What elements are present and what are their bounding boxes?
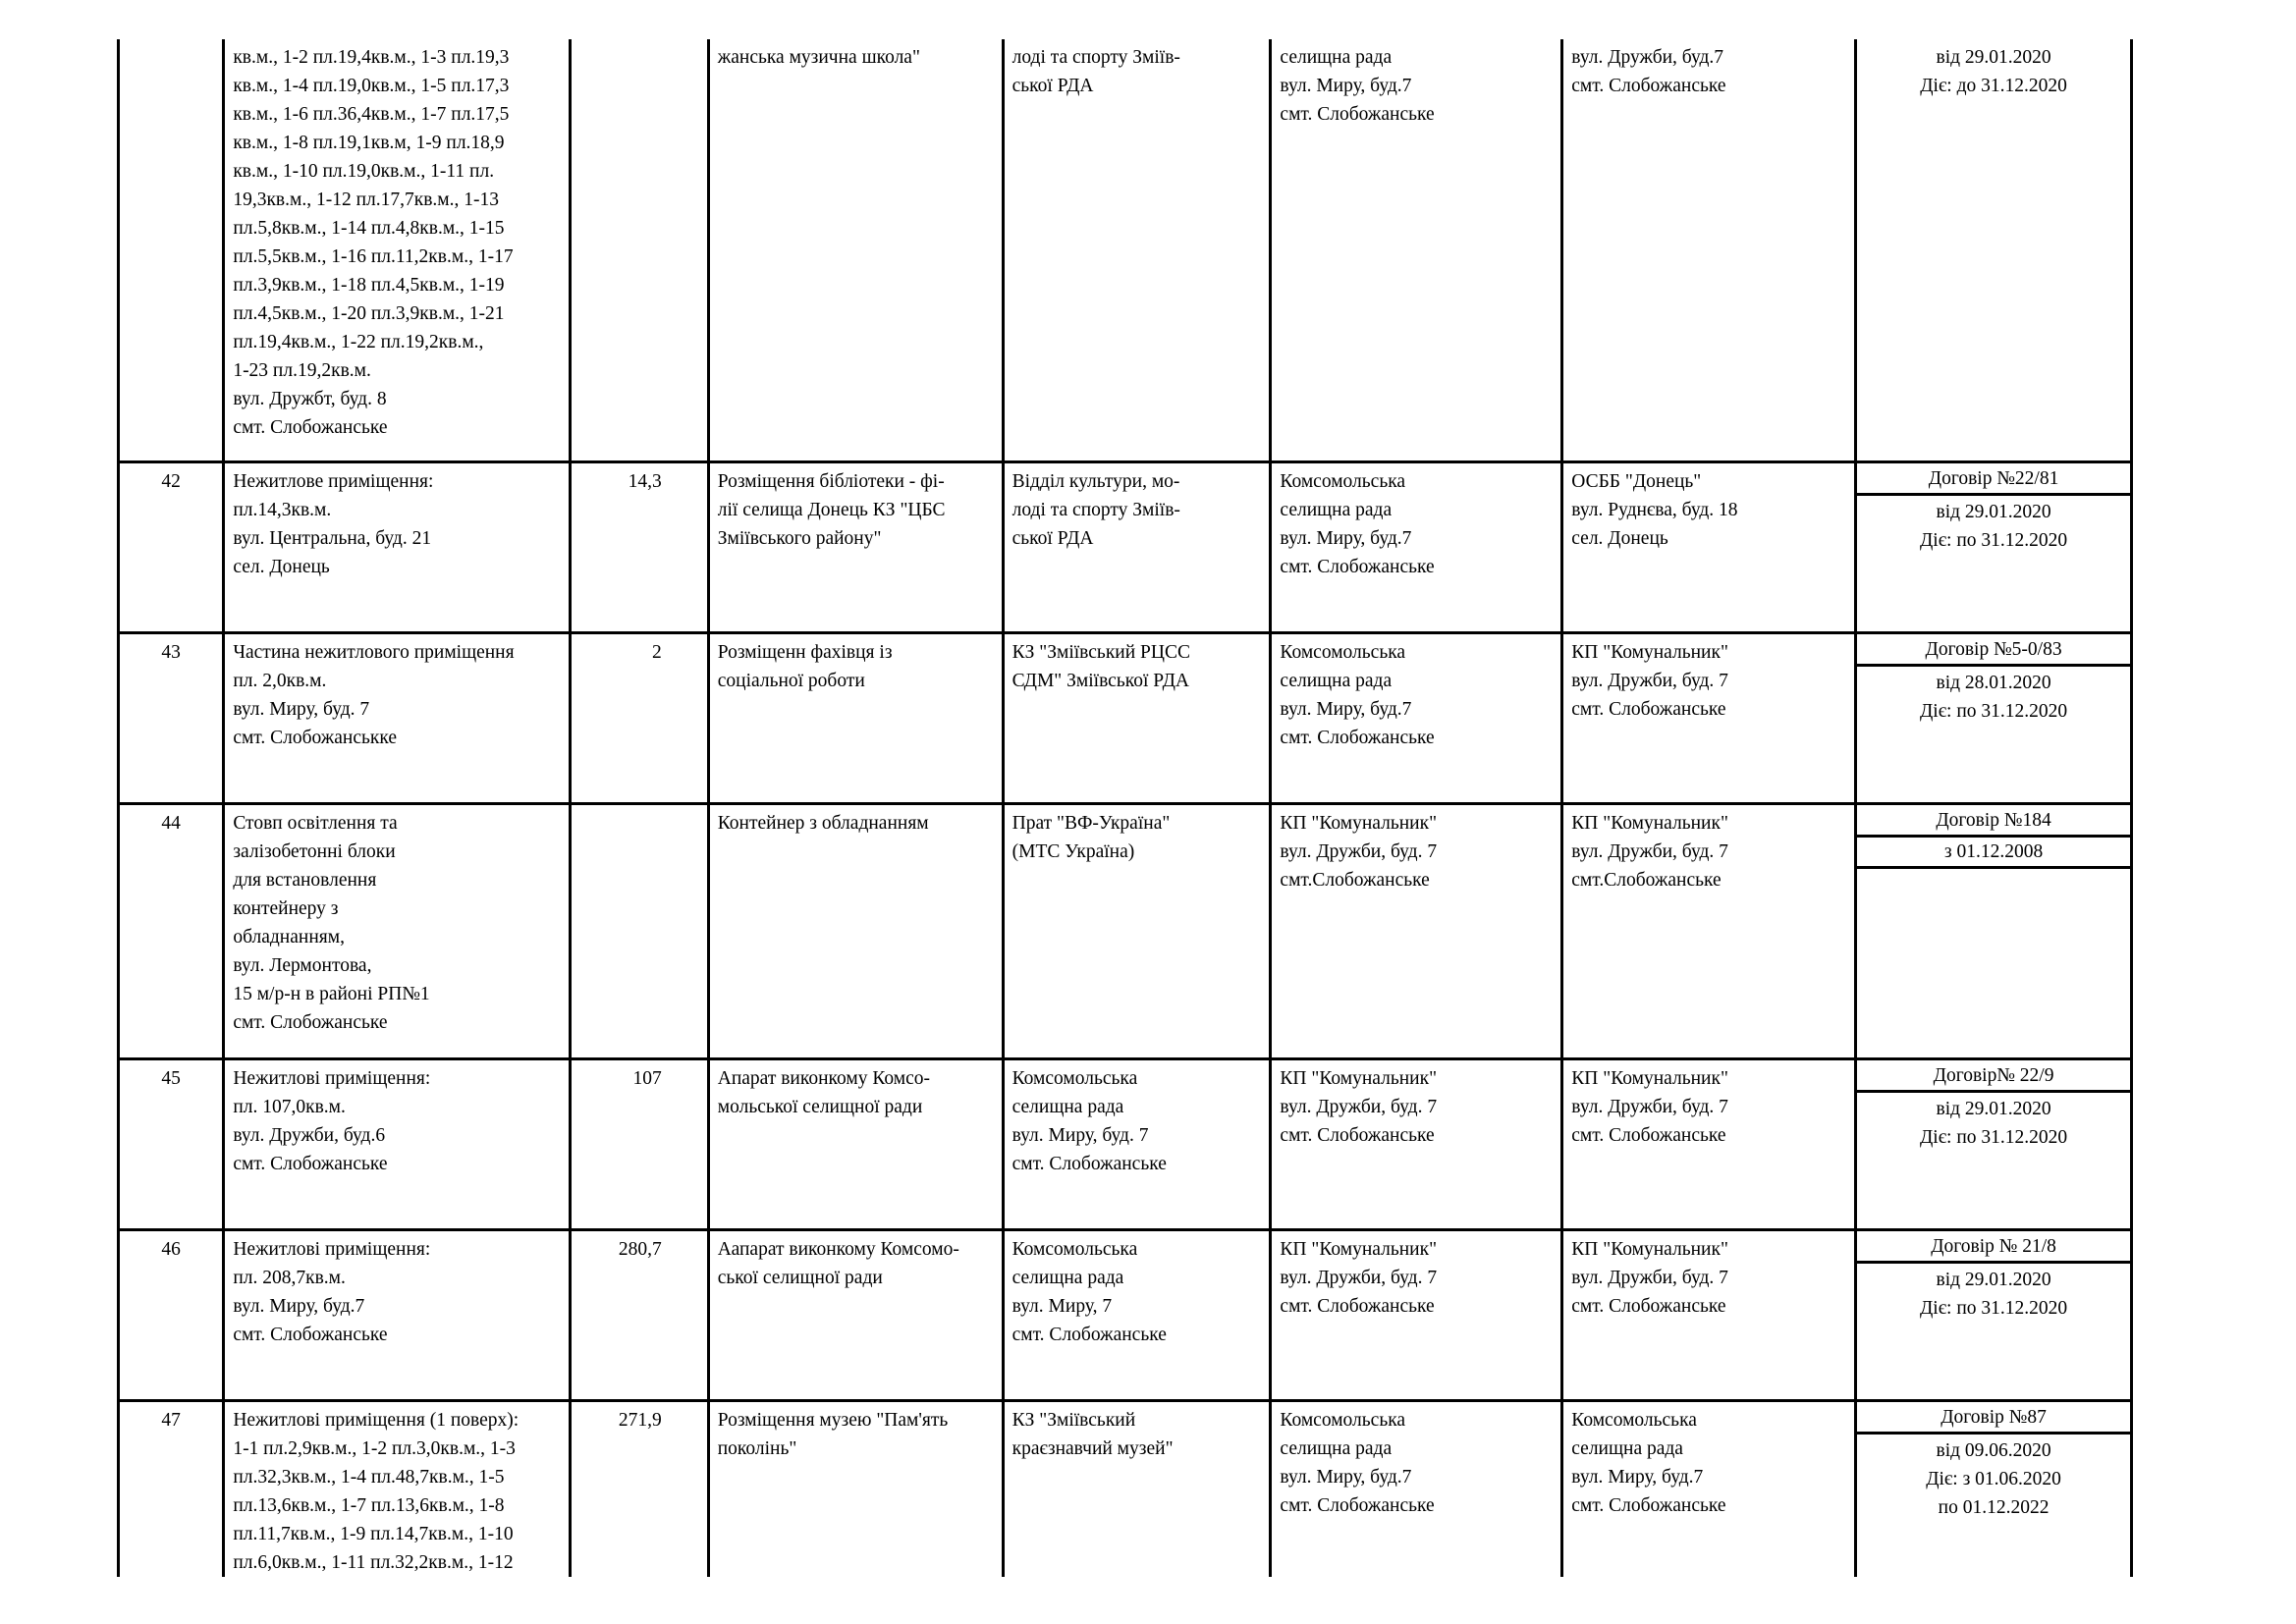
cell-owner <box>1271 461 1562 632</box>
cell-purpose <box>708 632 1003 803</box>
text-line: сел. Донець <box>1571 527 1668 549</box>
text-line: ської селищної ради <box>717 1267 883 1288</box>
text-line: ської РДА <box>1011 76 1094 96</box>
text-line: Діє: по 31.12.2020 <box>1919 700 2068 722</box>
text-line: Комсомольська <box>1571 1409 1697 1431</box>
text-line: поколінь" <box>717 1437 797 1459</box>
text-line: пл. 107,0кв.м. <box>233 1096 346 1117</box>
table-row <box>119 803 2132 1058</box>
cell-area <box>571 1229 708 1400</box>
cell-contract <box>1856 1400 2132 1577</box>
text-line: селищна рада <box>1011 1096 1124 1117</box>
text-line: вул. Миру, 7 <box>1011 1295 1113 1317</box>
area-value: 271,9 <box>618 1409 662 1431</box>
text-line: вул. Миру, буд.7 <box>233 1295 365 1317</box>
text-line: від 29.01.2020 <box>1936 1098 2051 1119</box>
text-line: вул. Дружби, буд. 7 <box>1280 1096 1438 1117</box>
text-line: Комсомольська <box>1011 1067 1138 1089</box>
text-line: смт. Слобожанське <box>1280 727 1435 748</box>
cell-user <box>1003 1400 1271 1577</box>
table-row <box>119 39 2132 461</box>
text-line: пл.11,7кв.м., 1-9 пл.14,7кв.м., 1-10 <box>233 1523 514 1544</box>
row-number: 45 <box>161 1067 181 1089</box>
text-line: пл.14,3кв.м. <box>233 499 332 520</box>
text-line: смт. Слобожанське <box>1571 1124 1726 1146</box>
contract-title: Договір №22/81 <box>1857 463 2130 496</box>
cell-user <box>1003 1058 1271 1229</box>
cell-user <box>1003 461 1271 632</box>
text-line: вул. Дружби, буд. 7 <box>1571 1267 1728 1288</box>
text-line: вул. Дружбт, буд. 8 <box>233 389 387 409</box>
cell-area <box>571 39 708 461</box>
text-line: від 29.01.2020 <box>1936 47 2051 68</box>
row-number: 44 <box>161 812 181 834</box>
cell-balance-holder <box>1562 39 1856 461</box>
text-line: від 29.01.2020 <box>1936 501 2051 522</box>
text-line: вул. Дружби, буд. 7 <box>1571 840 1728 862</box>
text-line: КП "Комунальник" <box>1571 1067 1728 1089</box>
text-line: мольської селищної ради <box>717 1096 923 1117</box>
cell-number <box>119 1400 224 1577</box>
cell-user <box>1003 632 1271 803</box>
text-line: Апарат виконкому Комсо- <box>717 1067 931 1089</box>
text-line: ОСББ "Донець" <box>1571 470 1702 492</box>
table-row <box>119 1058 2132 1229</box>
cell-purpose <box>708 1229 1003 1400</box>
text-line: смт.Слобожанське <box>1571 869 1722 891</box>
cell-object <box>224 1058 571 1229</box>
text-line: Відділ культури, мо- <box>1011 470 1180 492</box>
row-number <box>120 39 222 43</box>
cell-balance-holder <box>1562 1229 1856 1400</box>
text-line: Діє: по 31.12.2020 <box>1919 529 2068 551</box>
text-line: вул. Дружби, буд. 7 <box>1571 1096 1728 1117</box>
cell-number <box>119 803 224 1058</box>
text-line: кв.м., 1-10 пл.19,0кв.м., 1-11 пл. <box>233 161 495 182</box>
text-line: краєзнавчий музей" <box>1011 1437 1174 1459</box>
area-value <box>572 39 706 43</box>
text-line: пл.32,3кв.м., 1-4 пл.48,7кв.м., 1-5 <box>233 1466 505 1488</box>
cell-balance-holder <box>1562 461 1856 632</box>
area-value: 14,3 <box>628 470 662 492</box>
text-line: сел. Донець <box>233 556 330 577</box>
text-line: Розміщення бібліотеки - фі- <box>717 470 945 492</box>
text-line: КП "Комунальник" <box>1571 1238 1728 1260</box>
text-line: смт. Слобожанське <box>233 1324 388 1345</box>
text-line: по 01.12.2022 <box>1938 1496 2050 1518</box>
cell-area <box>571 1400 708 1577</box>
text-line: пл.13,6кв.м., 1-7 пл.13,6кв.м., 1-8 <box>233 1494 505 1516</box>
row-number: 46 <box>161 1238 181 1260</box>
text-line: смт. Слобожанське <box>1280 1124 1435 1146</box>
text-line: від 28.01.2020 <box>1936 672 2051 693</box>
text-line: пл. 208,7кв.м. <box>233 1267 346 1288</box>
area-value <box>572 805 706 809</box>
text-line: від 09.06.2020 <box>1936 1439 2051 1461</box>
cell-area <box>571 1058 708 1229</box>
text-line: вул. Центральна, буд. 21 <box>233 527 432 549</box>
text-line: вул. Дружби, буд. 7 <box>1280 840 1438 862</box>
text-line: Розміщенн фахівця із <box>717 641 893 663</box>
text-line: 19,3кв.м., 1-12 пл.17,7кв.м., 1-13 <box>233 189 500 210</box>
cell-balance-holder <box>1562 803 1856 1058</box>
cell-contract <box>1856 632 2132 803</box>
cell-object <box>224 632 571 803</box>
text-line: контейнеру з <box>233 897 339 919</box>
text-line: вул. Миру, буд.7 <box>1280 1466 1412 1488</box>
text-line: жанська музична школа" <box>717 47 920 68</box>
cell-owner <box>1271 1058 1562 1229</box>
cell-contract <box>1856 803 2132 1058</box>
text-line: смт. Слобожанське <box>1280 104 1435 125</box>
cell-purpose <box>708 39 1003 461</box>
text-line: КП "Комунальник" <box>1571 641 1728 663</box>
cell-number <box>119 39 224 461</box>
text-line: пл. 2,0кв.м. <box>233 670 327 691</box>
text-line: вул. Миру, буд. 7 <box>233 698 370 720</box>
text-line: смт. Слобожанське <box>1280 556 1435 577</box>
text-line: селищна рада <box>1571 1437 1683 1459</box>
cell-owner <box>1271 803 1562 1058</box>
text-line: Діє: по 31.12.2020 <box>1919 1126 2068 1148</box>
text-line: вул. Миру, буд.7 <box>1280 527 1412 549</box>
row-number: 42 <box>161 470 181 492</box>
text-line: 1-1 пл.2,9кв.м., 1-2 пл.3,0кв.м., 1-3 <box>233 1437 516 1459</box>
text-line: Діє: по 31.12.2020 <box>1919 1297 2068 1319</box>
cell-user <box>1003 39 1271 461</box>
contract-title: Договір №184 <box>1857 805 2130 838</box>
text-line: Діє: з 01.06.2020 <box>1926 1468 2061 1489</box>
cell-purpose <box>708 803 1003 1058</box>
text-line: смт. Слобожанське <box>1280 1295 1435 1317</box>
cell-contract <box>1856 1229 2132 1400</box>
text-line: смт. Слобожанське <box>1011 1153 1167 1174</box>
text-line: Нежитлове приміщення: <box>233 470 434 492</box>
text-line: пл.6,0кв.м., 1-11 пл.32,2кв.м., 1-12 <box>233 1551 514 1573</box>
cell-number <box>119 1058 224 1229</box>
text-line: вул. Дружби, буд. 7 <box>1280 1267 1438 1288</box>
text-line: смт. Слобожанське <box>1011 1324 1167 1345</box>
cell-object <box>224 1229 571 1400</box>
contract-title: Договір № 21/8 <box>1857 1231 2130 1264</box>
text-line: селищна рада <box>1280 1437 1393 1459</box>
text-line: смт. Слобожанське <box>1571 76 1726 96</box>
text-line: обладнанням, <box>233 926 345 947</box>
text-line: Прат "ВФ-Україна" <box>1011 812 1171 834</box>
text-line: Нежитлові приміщення (1 поверх): <box>233 1409 519 1431</box>
text-line: КП "Комунальник" <box>1571 812 1728 834</box>
table-row <box>119 632 2132 803</box>
text-line: Частина нежитлового приміщення <box>233 641 515 663</box>
cell-balance-holder <box>1562 1400 1856 1577</box>
text-line: КП "Комунальник" <box>1280 1067 1438 1089</box>
text-line: селищна рада <box>1011 1267 1124 1288</box>
text-line: Контейнер з обладнанням <box>717 812 929 834</box>
text-line: вул. Руднєва, буд. 18 <box>1571 499 1738 520</box>
text-line: кв.м., 1-2 пл.19,4кв.м., 1-3 пл.19,3 <box>233 47 510 68</box>
cell-number <box>119 461 224 632</box>
text-line: кв.м., 1-4 пл.19,0кв.м., 1-5 пл.17,3 <box>233 76 510 96</box>
text-line: селищна рада <box>1280 499 1393 520</box>
contract-title: Договір№ 22/9 <box>1857 1060 2130 1093</box>
text-line: смт. Слобожанське <box>1571 1494 1726 1516</box>
text-line: пл.19,4кв.м., 1-22 пл.19,2кв.м., <box>233 332 484 352</box>
text-line: КП "Комунальник" <box>1280 1238 1438 1260</box>
text-line: вул. Миру, буд.7 <box>1571 1466 1704 1488</box>
text-line: для встановлення <box>233 869 377 891</box>
cell-number <box>119 1229 224 1400</box>
text-line: смт. Слобожанське <box>1571 698 1726 720</box>
text-line: лії селища Донець КЗ "ЦБС <box>717 499 946 520</box>
text-line: залізобетонні блоки <box>233 840 396 862</box>
text-line: смт. Слобожанське <box>1280 1494 1435 1516</box>
row-number: 47 <box>161 1409 181 1431</box>
text-line: пл.3,9кв.м., 1-18 пл.4,5кв.м., 1-19 <box>233 275 505 296</box>
text-line: пл.5,5кв.м., 1-16 пл.11,2кв.м., 1-17 <box>233 246 514 267</box>
text-line: Комсомольська <box>1280 1409 1406 1431</box>
text-line: Зміївського району" <box>717 527 882 549</box>
cell-purpose <box>708 1400 1003 1577</box>
table-row <box>119 1400 2132 1577</box>
table-row <box>119 1229 2132 1400</box>
text-line: смт. Слобожанське <box>233 417 388 438</box>
text-line: Комсомольська <box>1280 470 1406 492</box>
cell-object <box>224 1400 571 1577</box>
cell-area <box>571 461 708 632</box>
cell-contract <box>1856 461 2132 632</box>
text-line: вул. Миру, буд.7 <box>1280 698 1412 720</box>
contract-date: з 01.12.2008 <box>1857 838 2130 869</box>
text-line: Нежитлові приміщення: <box>233 1238 431 1260</box>
text-line: вул. Лермонтова, <box>233 954 372 976</box>
text-line: смт. Слобожанськке <box>233 727 398 748</box>
cell-contract <box>1856 1058 2132 1229</box>
contract-title: Договір №87 <box>1857 1402 2130 1435</box>
area-value: 107 <box>632 1067 662 1089</box>
text-line: вул. Миру, буд.7 <box>1280 76 1412 96</box>
row-number: 43 <box>161 641 181 663</box>
text-line: Нежитлові приміщення: <box>233 1067 431 1089</box>
text-line: 1-23 пл.19,2кв.м. <box>233 360 371 381</box>
text-line: лоді та спорту Зміїв- <box>1011 499 1180 520</box>
text-line: Комсомольська <box>1280 641 1406 663</box>
text-line: кв.м., 1-6 пл.36,4кв.м., 1-7 пл.17,5 <box>233 104 510 125</box>
cell-number <box>119 632 224 803</box>
text-line: (МТС Україна) <box>1011 840 1135 862</box>
text-line: вул. Миру, буд. 7 <box>1011 1124 1149 1146</box>
text-line: Стовп освітлення та <box>233 812 398 834</box>
text-line: вул. Дружби, буд.7 <box>1571 47 1724 68</box>
text-line: від 29.01.2020 <box>1936 1269 2051 1290</box>
cell-contract <box>1856 39 2132 461</box>
cell-owner <box>1271 632 1562 803</box>
property-registry-table <box>117 39 2133 1577</box>
text-line: кв.м., 1-8 пл.19,1кв.м, 1-9 пл.18,9 <box>233 133 505 153</box>
cell-area <box>571 803 708 1058</box>
text-line: селищна рада <box>1280 670 1393 691</box>
text-line: СДМ" Зміївської РДА <box>1011 670 1190 691</box>
text-line: пл.4,5кв.м., 1-20 пл.3,9кв.м., 1-21 <box>233 303 505 324</box>
text-line: смт. Слобожанське <box>1571 1295 1726 1317</box>
text-line: соціальної роботи <box>717 670 865 691</box>
text-line: смт.Слобожанське <box>1280 869 1430 891</box>
text-line: Аапарат виконкому Комсомо- <box>717 1238 959 1260</box>
cell-owner <box>1271 39 1562 461</box>
table-row <box>119 461 2132 632</box>
text-line: КП "Комунальник" <box>1280 812 1438 834</box>
cell-purpose <box>708 1058 1003 1229</box>
cell-balance-holder <box>1562 1058 1856 1229</box>
text-line: Розміщення музею "Пам'ять <box>717 1409 949 1431</box>
text-line: Комсомольська <box>1011 1238 1138 1260</box>
text-line: КЗ "Зміївський РЦСС <box>1011 641 1190 663</box>
cell-user <box>1003 803 1271 1058</box>
text-line: КЗ "Зміївський <box>1011 1409 1136 1431</box>
text-line: селищна рада <box>1280 47 1393 68</box>
cell-object <box>224 461 571 632</box>
contract-title: Договір №5-0/83 <box>1857 634 2130 667</box>
text-line: 15 м/р-н в районі РП№1 <box>233 983 430 1004</box>
text-line: вул. Дружби, буд.6 <box>233 1124 386 1146</box>
cell-object <box>224 39 571 461</box>
text-line: лоді та спорту Зміїв- <box>1011 47 1180 68</box>
cell-area <box>571 632 708 803</box>
cell-object <box>224 803 571 1058</box>
text-line: вул. Дружби, буд. 7 <box>1571 670 1728 691</box>
cell-owner <box>1271 1229 1562 1400</box>
text-line: смт. Слобожанське <box>233 1153 388 1174</box>
area-value: 2 <box>652 641 662 663</box>
cell-purpose <box>708 461 1003 632</box>
area-value: 280,7 <box>618 1238 662 1260</box>
cell-balance-holder <box>1562 632 1856 803</box>
text-line: смт. Слобожанське <box>233 1011 388 1033</box>
text-line: ської РДА <box>1011 527 1094 549</box>
cell-user <box>1003 1229 1271 1400</box>
text-line: пл.5,8кв.м., 1-14 пл.4,8кв.м., 1-15 <box>233 218 505 239</box>
cell-owner <box>1271 1400 1562 1577</box>
text-line: Діє: до 31.12.2020 <box>1920 76 2067 96</box>
